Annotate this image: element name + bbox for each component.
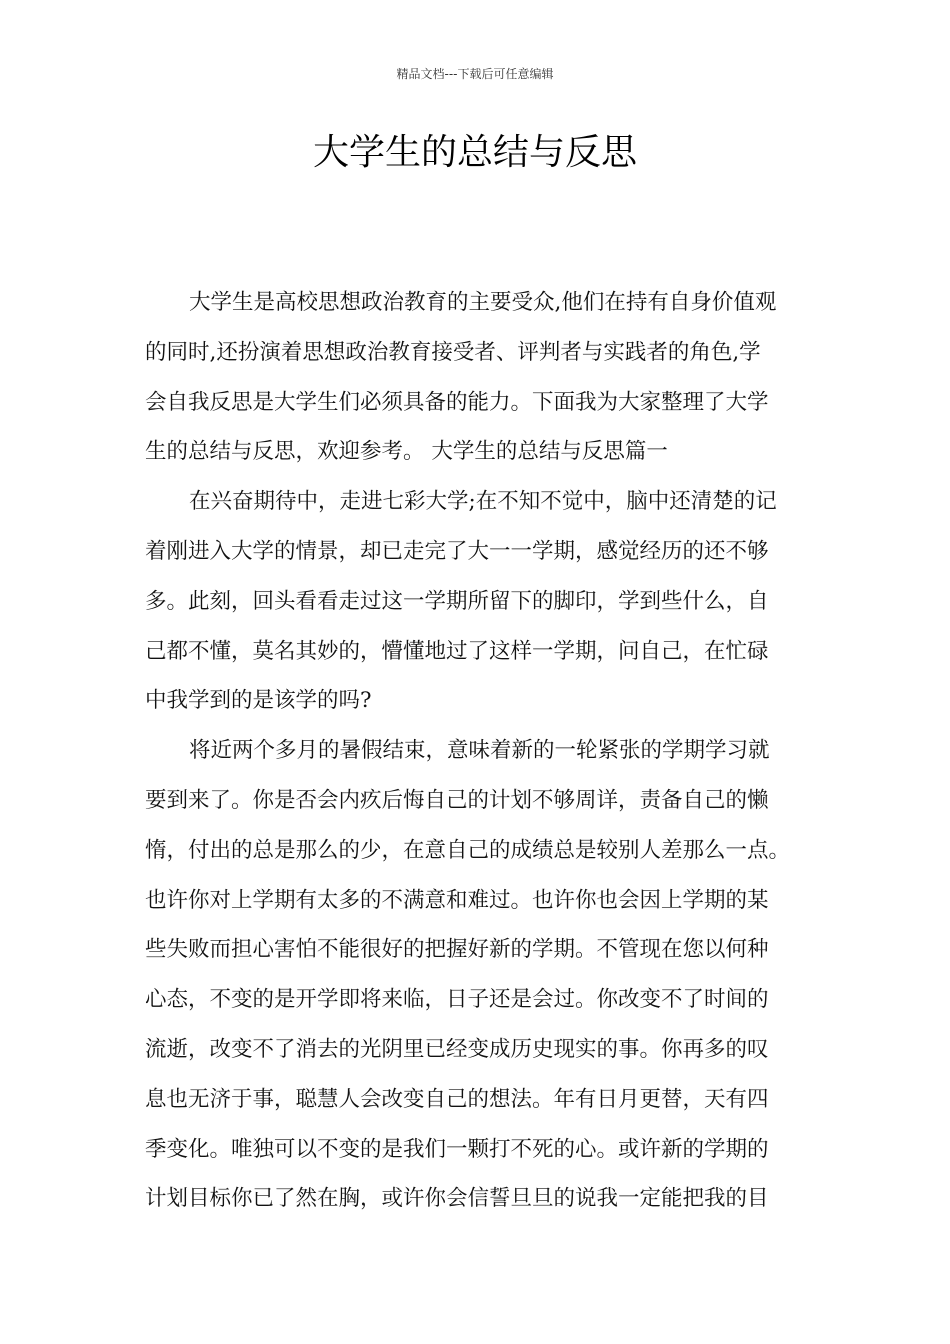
document-title: 大学生的总结与反思 [312, 132, 637, 173]
header-note: 精品文档---下载后可任意编辑 [396, 67, 554, 81]
paragraph-line: 的同时,还扮演着思想政治教育接受者、评判者与实践者的角色,学 [145, 339, 761, 365]
paragraph-line: 计划目标你已了然在胸，或许你会信誓旦旦的说我一定能把我的目 [145, 1186, 769, 1212]
paragraph-line: 流逝，改变不了消去的光阴里已经变成历史现实的事。你再多的叹 [145, 1036, 769, 1062]
paragraph-line: 大学生是高校思想政治教育的主要受众,他们在持有自身价值观 [189, 290, 777, 315]
paragraph-line: 些失败而担心害怕不能很好的把握好新的学期。不管现在您以何种 [145, 937, 769, 963]
paragraph-line: 季变化。唯独可以不变的是我们一颗打不死的心。或许新的学期的 [145, 1136, 769, 1162]
paragraph-line: 多。此刻，回头看看走过这一学期所留下的脚印，学到些什么，自 [145, 588, 769, 614]
paragraph-line: 息也无济于事，聪慧人会改变自己的想法。年有日月更替，天有四 [145, 1086, 769, 1112]
document-body [145, 280, 815, 1226]
paragraph-line: 心态，不变的是开学即将来临，日子还是会过。你改变不了时间的 [145, 987, 769, 1013]
paragraph-line: 中我学到的是该学的吗? [145, 688, 372, 714]
paragraph-line: 己都不懂，莫名其妙的，懵懂地过了这样一学期，问自己，在忙碌 [145, 638, 769, 664]
paragraph-line: 也许你对上学期有太多的不满意和难过。也许你也会因上学期的某 [145, 887, 769, 913]
paragraph-line: 生的总结与反思，欢迎参考。 大学生的总结与反思篇一 [145, 439, 668, 465]
paragraph-line: 将近两个多月的暑假结束，意味着新的一轮紧张的学期学习就 [189, 738, 770, 764]
paragraph-line: 要到来了。你是否会内疚后悔自己的计划不够周详，责备自己的懒 [145, 787, 769, 813]
paragraph-line: 着刚进入大学的情景，却已走完了大一一学期，感觉经历的还不够 [145, 538, 769, 564]
paragraph-line: 在兴奋期待中，走进七彩大学;在不知不觉中，脑中还清楚的记 [189, 489, 777, 515]
paragraph-line: 惰，付出的总是那么的少，在意自己的成绩总是较别人差那么一点。 [145, 837, 791, 863]
paragraph-line: 会自我反思是大学生们必须具备的能力。下面我为大家整理了大学 [145, 389, 769, 415]
